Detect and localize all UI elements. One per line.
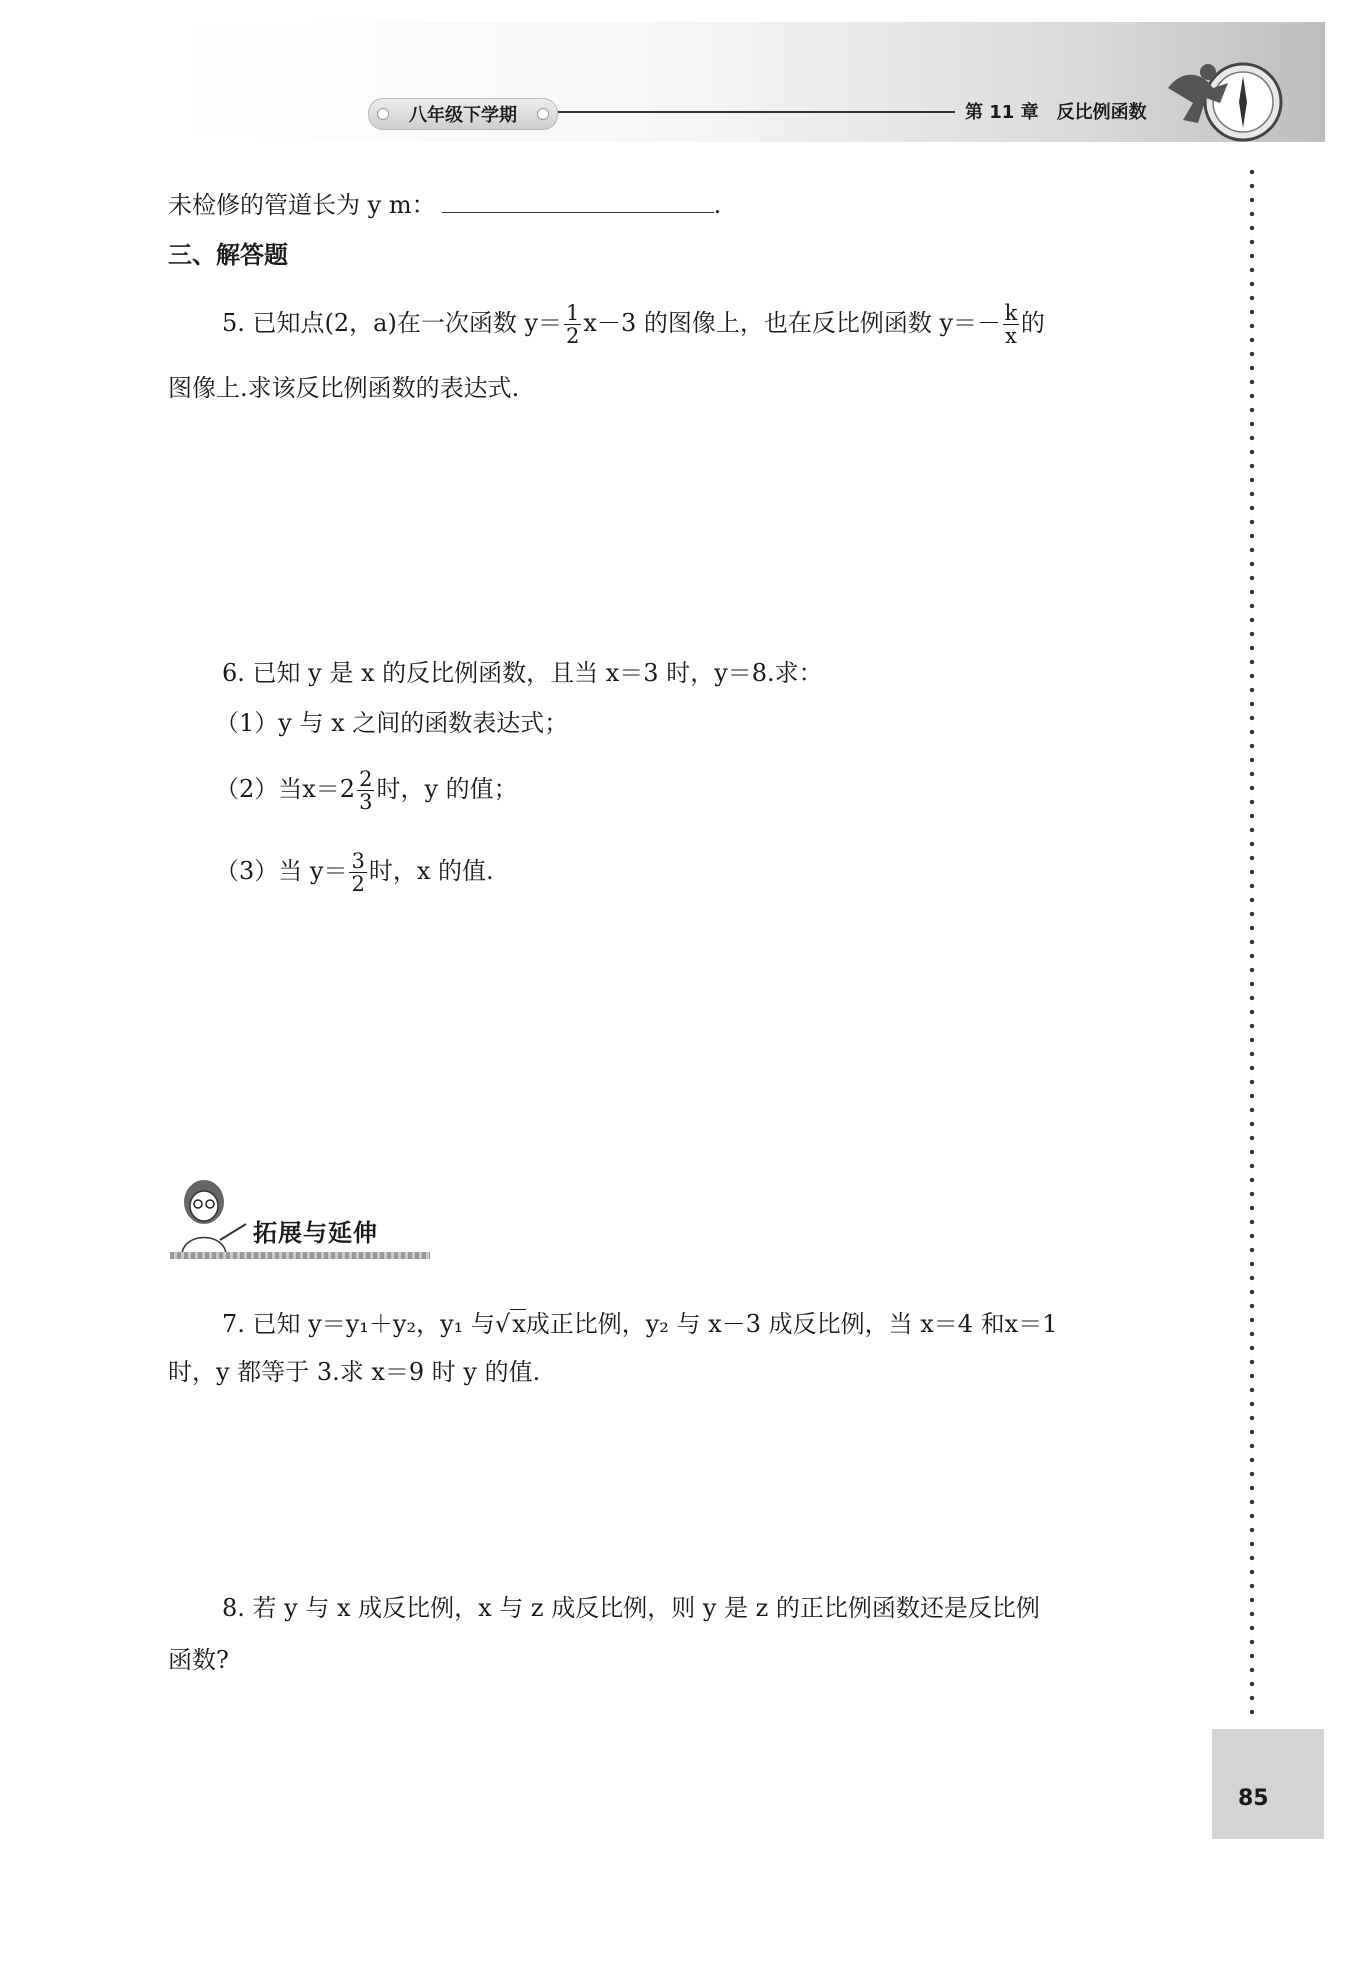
q5-line2: 图像上.求该反比例函数的表达式.: [168, 374, 520, 402]
q6-part3-text-a: （3）当 y＝: [215, 857, 348, 886]
teacher-icon: [168, 1174, 250, 1256]
q7-line2: 时，y 都等于 3.求 x＝9 时 y 的值.: [168, 1358, 541, 1386]
q6-part2-num: 2: [359, 767, 373, 791]
q5-fraction-k-over-x: [1003, 302, 1019, 347]
extension-heading: 拓展与延伸: [253, 1219, 378, 1247]
q6-part3-den: 2: [351, 872, 365, 897]
q6-part2-den: 3: [359, 790, 373, 815]
prev-tail-text: 未检修的管道长为 y m：: [168, 191, 436, 219]
q5-text-a: 5. 已知点(2，a)在一次函数 y＝: [222, 309, 563, 338]
q5-text-b: x－3 的图像上，也在反比例函数 y＝－: [583, 309, 1002, 338]
q5-fraction-half: [564, 302, 581, 347]
pill-dot-left-icon: [377, 108, 389, 120]
q6-part2: [215, 768, 518, 813]
page-number: 85: [1238, 1786, 1269, 1811]
q6-part3-fraction: [349, 850, 366, 895]
q6-part3-text-b: 时，x 的值.: [368, 857, 494, 886]
answer-blank[interactable]: [442, 192, 714, 213]
pill-dot-right-icon: [537, 108, 549, 120]
q8-line2: 函数?: [168, 1646, 229, 1674]
q6-part2-text-a: （2）当x＝2: [215, 775, 356, 804]
compass-runner-icon: [1158, 58, 1283, 146]
q5-text-c: 的: [1020, 309, 1045, 338]
q5-frac-num: 1: [566, 301, 580, 325]
q5-frac2-den: x: [1005, 324, 1017, 349]
q7-line1: [222, 1312, 1057, 1336]
chapter-name: 反比例函数: [1056, 102, 1147, 123]
grade-label: [368, 98, 558, 130]
q7-sqrt-var: x: [512, 1310, 526, 1338]
q5-frac2-num: k: [1004, 301, 1018, 325]
page-number-tab: [1212, 1729, 1324, 1839]
prev-question-tail: [168, 192, 721, 217]
section-heading: 三、解答题: [168, 241, 288, 269]
q6-part3: [215, 850, 494, 895]
q6-part1: （1）y 与 x 之间的函数表达式；: [215, 709, 569, 737]
q6-part2-text-b: 时，y 的值；: [376, 775, 518, 804]
q6-stem: 6. 已知 y 是 x 的反比例函数，且当 x＝3 时，y＝8.求：: [222, 659, 823, 687]
q7-text-b: 成正比例，y₂ 与 x－3 成反比例，当 x＝4 和x＝1: [525, 1310, 1058, 1338]
header-rule: [555, 111, 955, 113]
q5-line1: [222, 302, 1045, 347]
prev-tail-end: .: [713, 191, 722, 219]
q5-frac-den: 2: [566, 324, 580, 349]
q6-part3-num: 3: [351, 849, 365, 873]
chapter-title: [965, 98, 1147, 124]
extension-underline: [170, 1252, 430, 1259]
q6-part2-fraction: [357, 768, 374, 813]
header-banner: [165, 22, 1325, 142]
q7-text-a: 7. 已知 y＝y₁＋y₂，y₁ 与: [222, 1310, 495, 1338]
q8-line1: 8. 若 y 与 x 成反比例，x 与 z 成反比例，则 y 是 z 的正比例函数还是反比例: [222, 1594, 1040, 1622]
grade-label-text: 八年级下学期: [409, 105, 517, 126]
sqrt-icon: √: [494, 1310, 511, 1338]
chapter-number: 第 11 章: [965, 102, 1039, 123]
dotted-margin-line: [1249, 165, 1255, 1715]
